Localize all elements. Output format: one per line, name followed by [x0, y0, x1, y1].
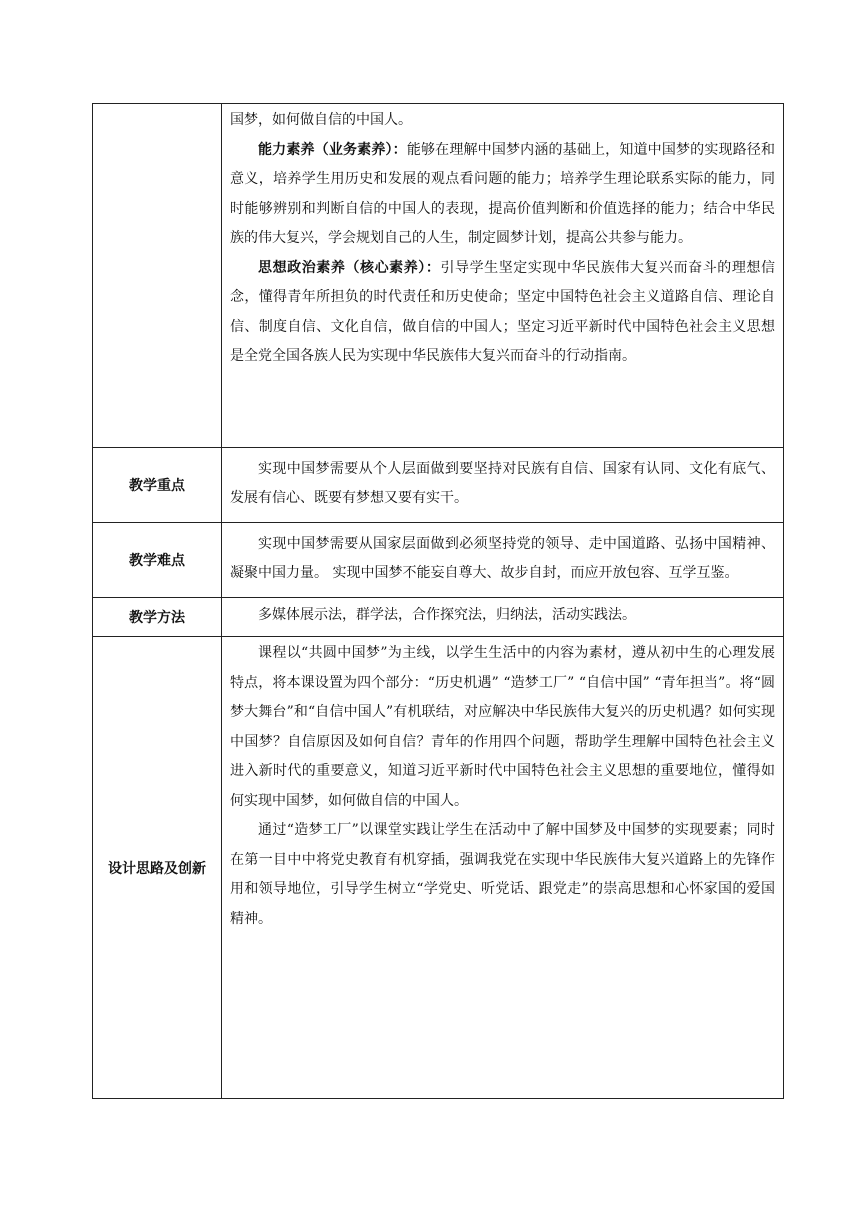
design-paragraph-2: 通过“造梦工厂”以课堂实践让学生在活动中了解中国梦及中国梦的实现要素；同时在第一目中中将党史教育有机穿插，强调我党在实现中华民族伟大复兴道路上的先锋作用和领导地位，引导学生树立“学党史、听党话、跟党走”的崇高思想和心怀家国的爱国精神。 [230, 822, 775, 927]
methods-content [222, 598, 784, 637]
key-points-content [222, 448, 784, 523]
table-row-design [93, 637, 784, 1099]
methods-label: 教学方法 [93, 598, 222, 637]
key-points-label: 教学重点 [93, 448, 222, 523]
key-points-text: 实现中国梦需要从个人层面做到要坚持对民族有自信、国家有认同、文化有底气、发展有信心、既要有梦想又要有实干。 [230, 460, 775, 506]
political-literacy-paragraph [230, 254, 775, 372]
design-content [222, 637, 784, 1099]
political-literacy-heading: 思想政治素养（核心素养）： [258, 259, 441, 276]
ability-literacy-text: 能够在理解中国梦内涵的基础上，知道中国梦的实现路径和意义，培养学生用历史和发展的观点看问题的能力；培养学生理论联系实际的能力，同时能够辨别和判断自信的中国人的表现，提高价值判断和价值选择的能力；结合中华民族的伟大复兴，学会规划自己的人生，制定圆梦计划，提高公共参与能力。 [230, 141, 776, 246]
difficulties-content [222, 523, 784, 598]
ability-literacy-heading: 能力素养（业务素养）： [258, 141, 407, 158]
table-row-literacy [93, 104, 784, 448]
ability-literacy-paragraph [230, 136, 775, 254]
design-paragraph-1: 课程以“共圆中国梦”为主线，以学生生活中的内容为素材，遵从初中生的心理发展特点，将本课设置为四个部分：“历史机遇” “造梦工厂” “自信中国” “青年担当”。将“圆梦大舞台”和“自信中国人”有机联结，对应解决中华民族伟大复兴的历史机遇？如何实现中国梦？自信原因及如何自信？青年的作用四个问题，帮助学生理解中国特色社会主义进入新时代的重要意义，知道习近平新时代中国特色社会主义思想的重要地位，懂得如何实现中国梦，如何做自信的中国人。 [230, 645, 775, 809]
political-literacy-text: 引导学生坚定实现中华民族伟大复兴而奋斗的理想信念，懂得青年所担负的时代责任和历史使命；坚定中国特色社会主义道路自信、理论自信、制度自信、文化自信，做自信的中国人；坚定习近平新时代中国特色社会主义思想是全党全国各族人民为实现中华民族伟大复兴而奋斗的行动指南。 [230, 259, 776, 364]
lesson-plan-table [92, 103, 784, 1099]
difficulties-label: 教学难点 [93, 523, 222, 598]
literacy-content [222, 104, 784, 448]
table-row-key-points [93, 448, 784, 523]
literacy-continuation: 国梦，如何做自信的中国人。 [230, 112, 412, 128]
design-label: 设计思路及创新 [93, 637, 222, 1099]
table-row-methods [93, 598, 784, 637]
methods-text: 多媒体展示法，群学法，合作探究法，归纳法，活动实践法。 [258, 607, 636, 624]
difficulties-text: 实现中国梦需要从国家层面做到必须坚持党的领导、走中国道路、弘扬中国精神、凝聚中国力量。 实现中国梦不能妄自尊大、故步自封，而应开放包容、互学互鉴。 [230, 535, 775, 581]
table-row-difficulties [93, 523, 784, 598]
row-label-empty [93, 104, 222, 448]
